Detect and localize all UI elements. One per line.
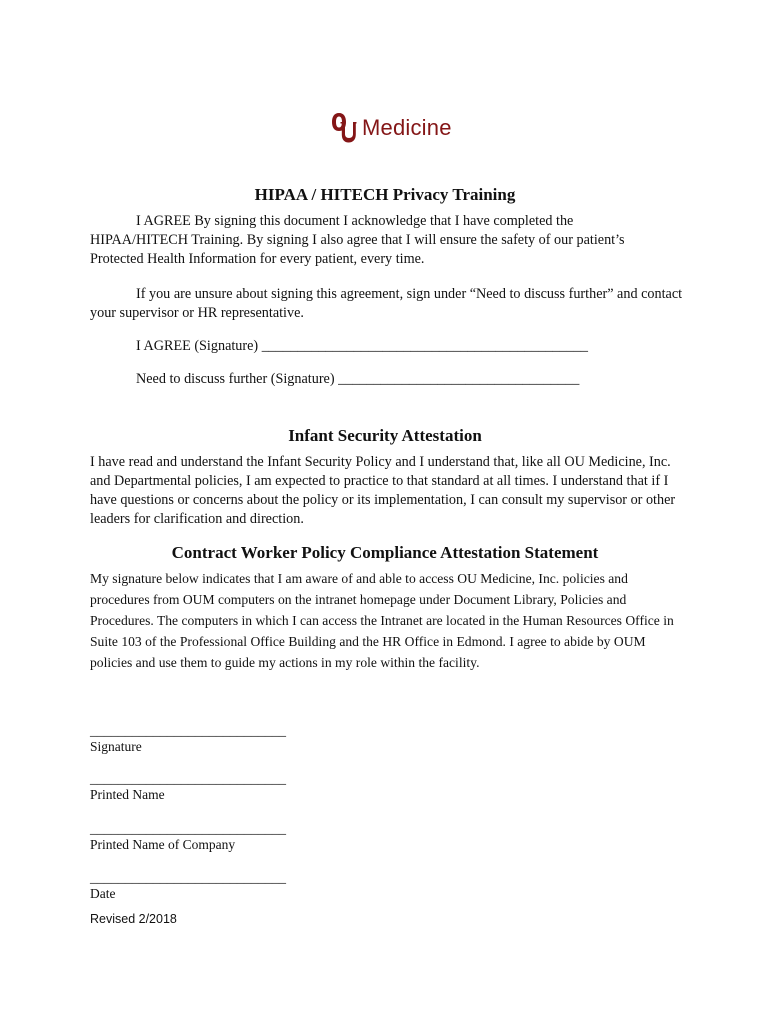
signature-field-line[interactable]: ____________________________ [90,724,286,739]
hipaa-agreement-paragraph: I AGREE By signing this document I acknowledge that I have completed the HIPAA/HITECH Training. By signing I also agree that I will ensure the safety of our patient’s Protected Health Information for every patient, every time. [90,213,625,267]
date-field-line[interactable]: ____________________________ [90,871,286,886]
revision-note: Revised 2/2018 [90,912,177,926]
company-name-field-line[interactable]: ____________________________ [90,822,286,837]
printed-name-label: Printed Name [90,787,165,802]
contract-worker-paragraph: My signature below indicates that I am aware of and able to access OU Medicine, Inc. policies and procedures from OUM computers on the intranet homepage under Document Library, Policies and Procedures. The computers in which I can access the Intranet are located in the Human Resources Office in Suite 103 of the Professional Office Building and the HR Office in Edmond. I agree to abide by OUM policies and use them to guide my actions in my role within the facility. [90,571,674,670]
i-agree-signature-line[interactable]: I AGREE (Signature) ______________________________________________ [136,338,589,354]
hipaa-title: HIPAA / HITECH Privacy Training [254,185,516,204]
signature-label: Signature [90,739,142,754]
printed-name-field-line[interactable]: ____________________________ [90,772,286,787]
discuss-further-signature-line[interactable]: Need to discuss further (Signature) __________________________________ [136,371,580,387]
date-label: Date [90,886,116,901]
ou-medicine-logo [331,112,452,144]
infant-security-paragraph: I have read and understand the Infant Security Policy and I understand that, like all OU Medicine, Inc. and Departmental policies, I am expected to practice to that standard at all times. I understand that if I have questions or concerns about the policy or its implementation, I can consult my supervisor or other leaders for clarification and direction. [90,454,676,527]
company-name-label: Printed Name of Company [90,837,236,852]
logo-wordmark: Medicine [362,115,452,140]
hipaa-unsure-paragraph: If you are unsure about signing this agreement, sign under “Need to discuss further” and contact your supervisor or HR representative. [90,286,683,321]
contract-worker-title: Contract Worker Policy Compliance Attestation Statement [171,543,599,562]
infant-security-title: Infant Security Attestation [288,426,482,445]
ou-monogram-icon [331,112,357,144]
